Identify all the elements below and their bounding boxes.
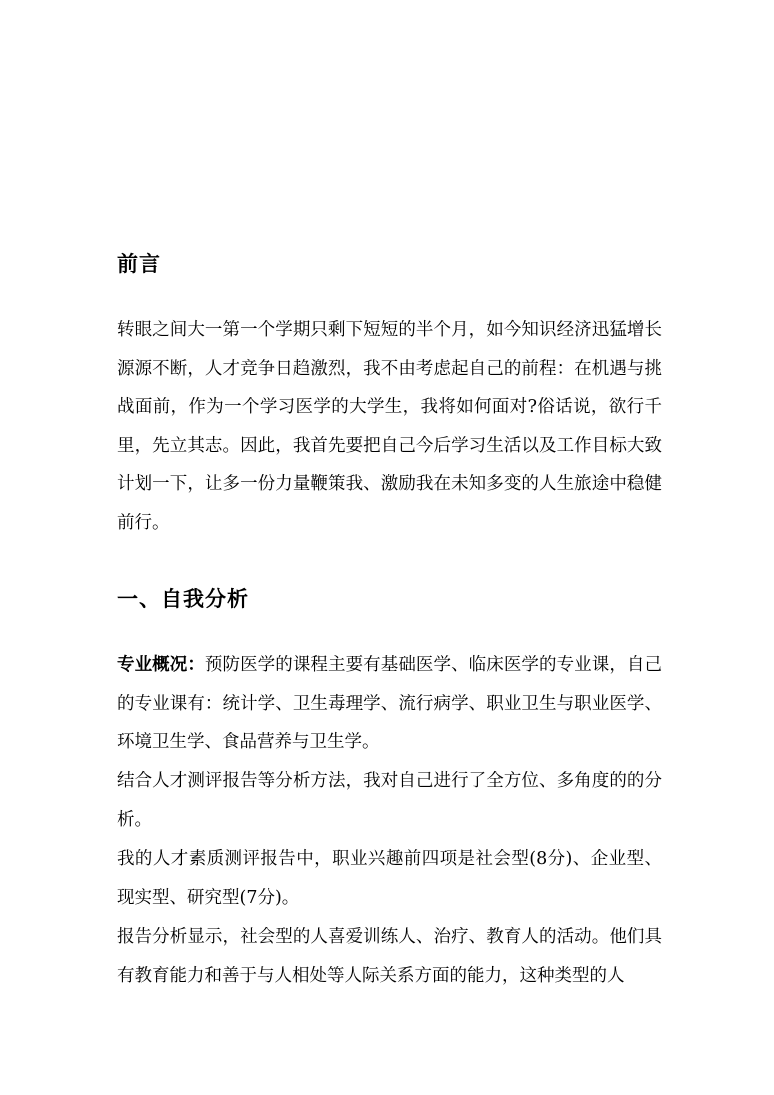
section-heading-self-analysis: 一、自我分析 (117, 586, 249, 611)
preface-paragraph: 转眼之间大一第一个学期只剩下短短的半个月，如今知识经济迅猛增长源源不断，人才竞争日趋激烈，我不由考虑起自己的前程：在机遇与挑战面前，作为一个学习医学的大学生，我将如何面对?俗话说，欲行千里，先立其志。因此，我首先要把自己今后学习生活以及工作目标大致计划一下，让多一份力量鞭策我、激励我在未知多变的人生旅途中稳健前行。 (117, 320, 662, 533)
major-overview-paragraph (117, 646, 662, 762)
preface-heading: 前言 (117, 251, 161, 276)
analysis-method-paragraph: 结合人才测评报告等分析方法，我对自己进行了全方位、多角度的的分析。 (117, 771, 662, 830)
major-overview-label: 专业概况： (117, 655, 205, 675)
assessment-result-paragraph: 我的人才素质测评报告中，职业兴趣前四项是社会型(8分)、企业型、现实型、研究型(7分)。 (117, 849, 662, 908)
social-type-paragraph: 报告分析显示，社会型的人喜爱训练人、治疗、教育人的活动。他们具有教育能力和善于与人相处等人际关系方面的能力，这种类型的人 (117, 927, 662, 986)
major-overview-text: 预防医学的课程主要有基础医学、临床医学的专业课，自己的专业课有：统计学、卫生毒理学、流行病学、职业卫生与职业医学、环境卫生学、食品营养与卫生学。 (117, 655, 663, 752)
